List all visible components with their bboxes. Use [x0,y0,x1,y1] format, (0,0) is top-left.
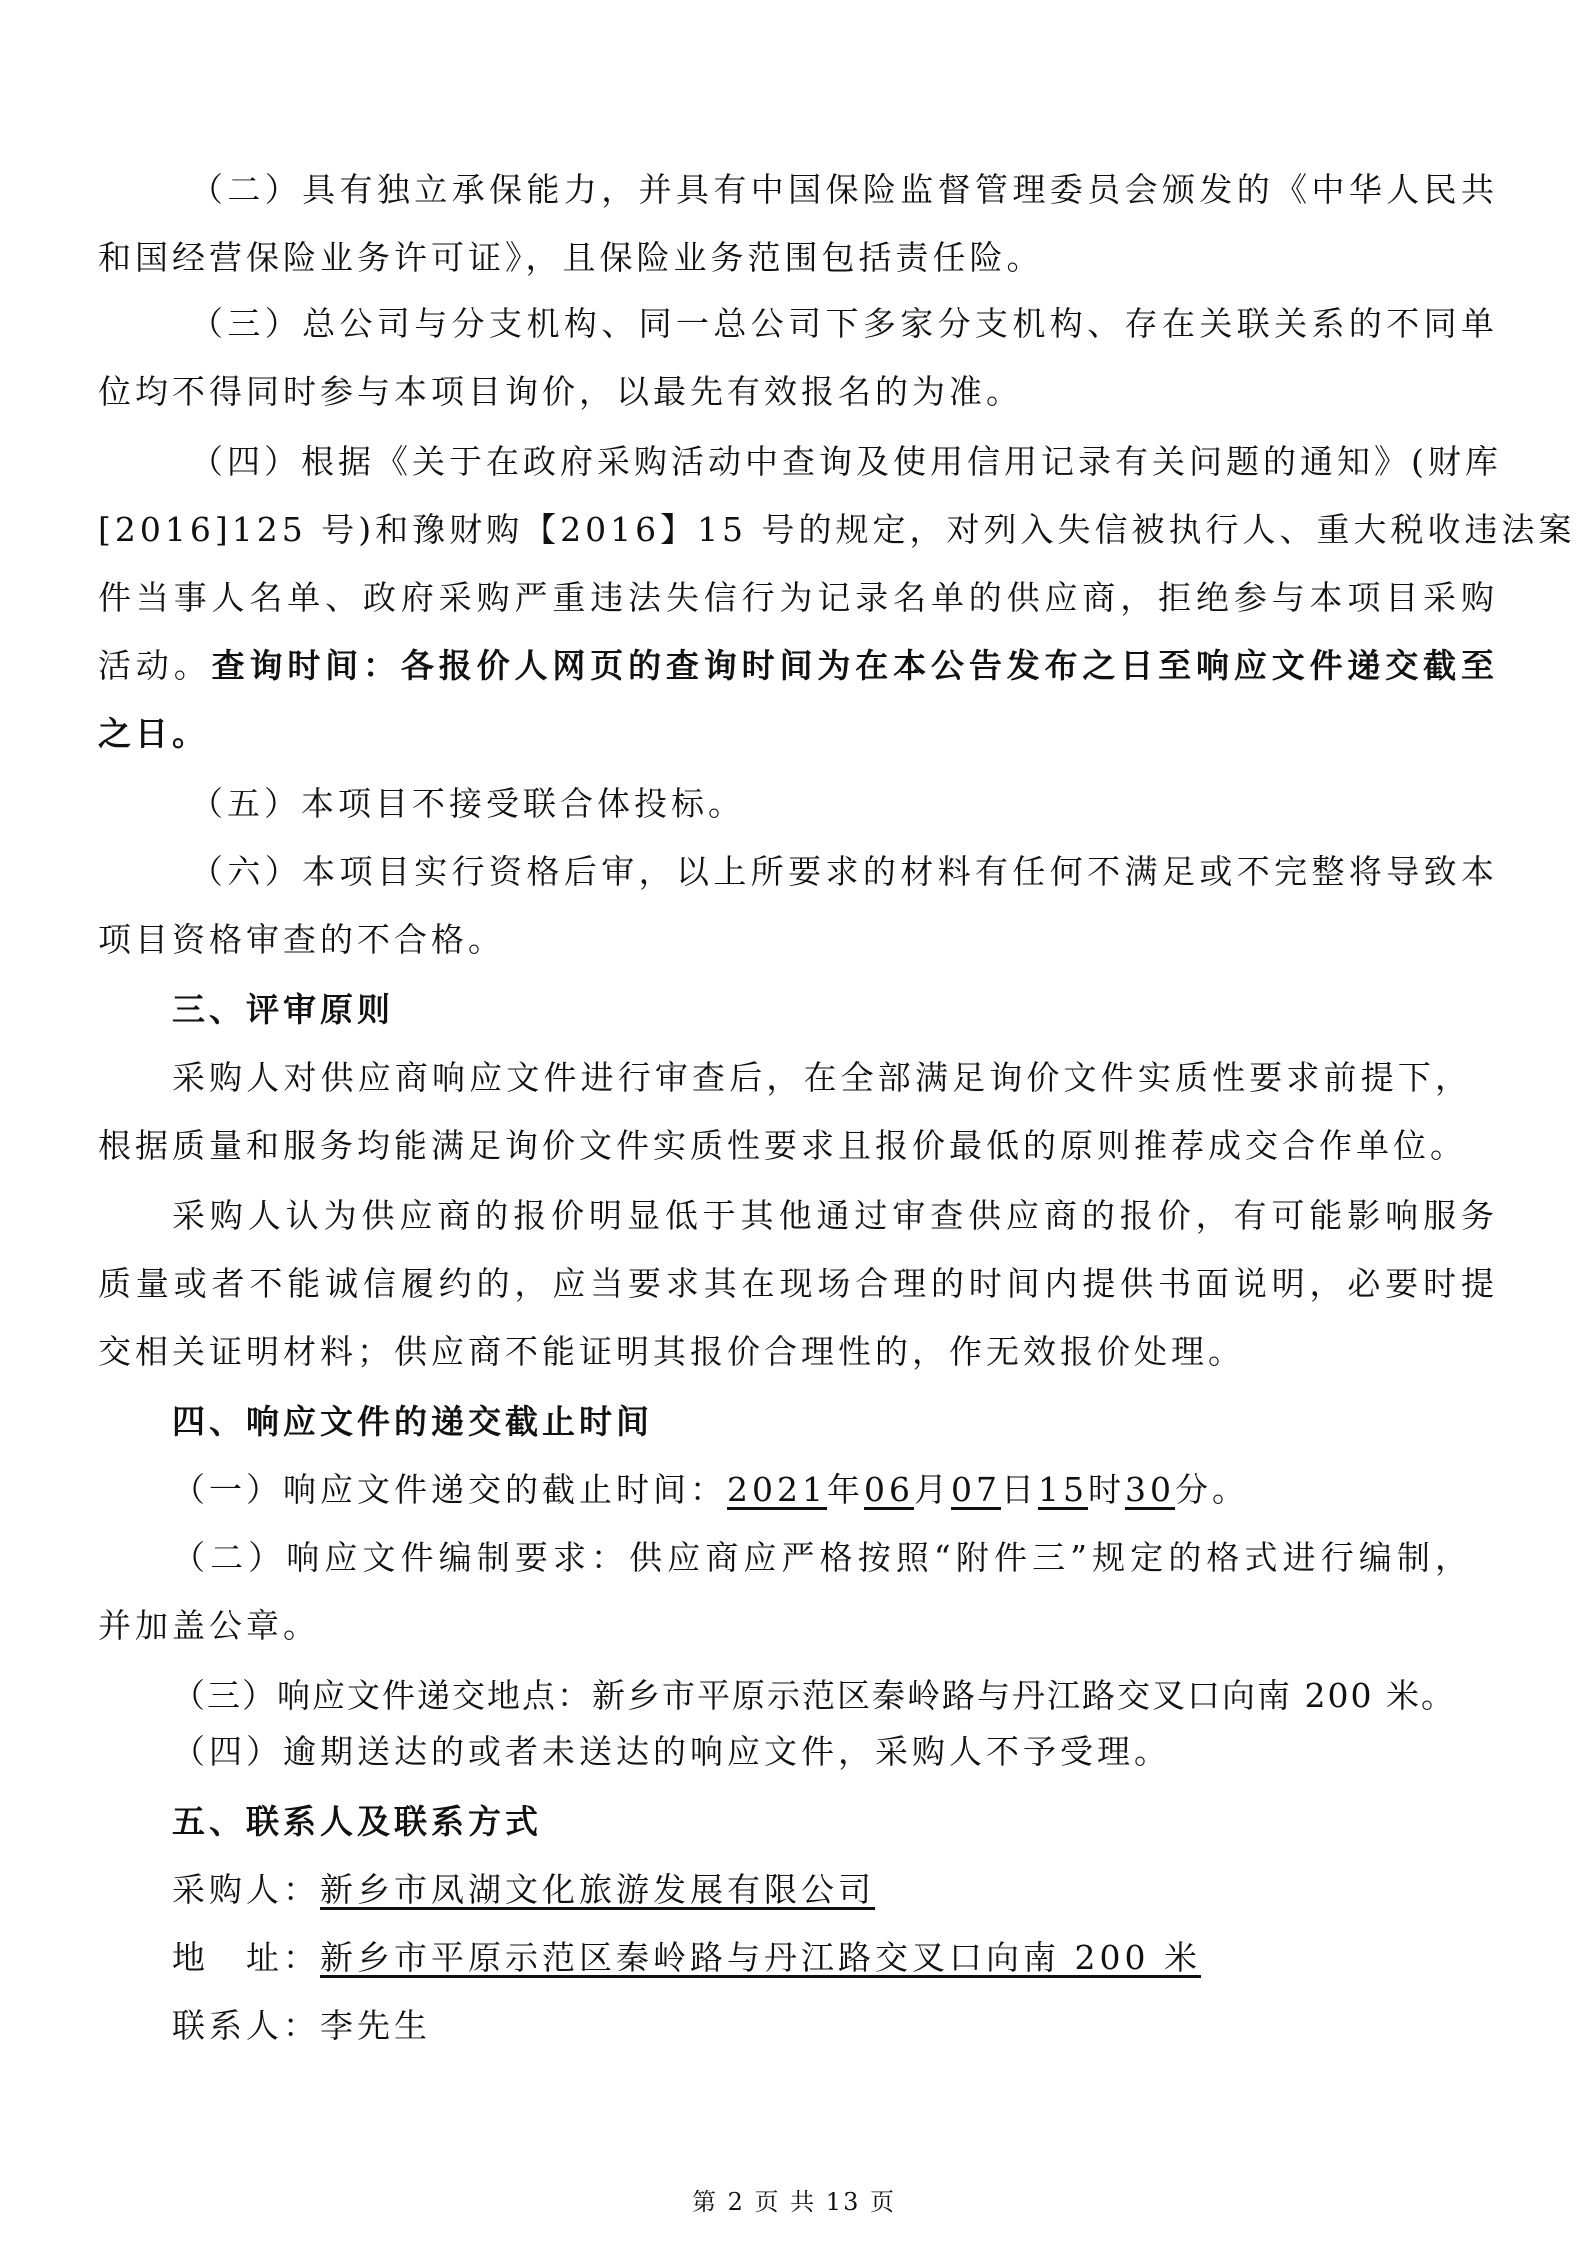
deadline-year-unit: 年 [826,1470,864,1509]
deadline-month: 06 [863,1470,914,1509]
deadline-line [172,1468,1572,1512]
para-6-line-1: （六）本项目实行资格后审，以上所要求的材料有任何不满足或不完整将导致本 [190,852,1498,891]
para-2-line-2: 和国经营保险业务许可证》，且保险业务范围包括责任险。 [98,238,1044,277]
contact-address-label: 地 址： [172,1938,320,1977]
contact-person [172,2004,1572,2048]
deadline-hour: 15 [1037,1470,1088,1509]
para-8-line-3: 交相关证明材料；供应商不能证明其报价合理性的，作无效报价处理。 [98,1332,1245,1371]
deadline-day: 07 [950,1470,1001,1509]
para-4-line-1: （四）根据《关于在政府采购活动中查询及使用信用记录有关问题的通知》(财库 [190,442,1502,481]
deadline-prefix: （一）响应文件递交的截止时间： [172,1470,727,1509]
para-9-line-1: （二）响应文件编制要求：供应商应严格按照“附件三”规定的格式进行编制， [172,1538,1472,1577]
para-7-line-2: 根据质量和服务均能满足询价文件实质性要求且报价最低的原则推荐成交合作单位。 [98,1126,1467,1165]
para-5-line-1: （五）本项目不接受联合体投标。 [190,784,745,823]
deadline-minute: 30 [1124,1470,1175,1509]
contact-buyer-label: 采购人： [172,1870,320,1909]
para-2-line-1: （二）具有独立承保能力，并具有中国保险监督管理委员会颁发的《中华人民共 [190,170,1498,209]
para-8-line-1: 采购人认为供应商的报价明显低于其他通过审查供应商的报价，有可能影响服务 [172,1196,1498,1235]
deadline-minute-unit: 分。 [1174,1470,1249,1509]
para-4-line-4-normal: 活动。 [98,646,212,685]
para-6-line-2: 项目资格审查的不合格。 [98,920,505,959]
section-5-heading: 五、联系人及联系方式 [172,1802,542,1841]
deadline-hour-unit: 时 [1087,1470,1125,1509]
section-3-heading: 三、评审原则 [172,990,394,1029]
para-3-line-2: 位均不得同时参与本项目询价，以最先有效报名的为准。 [98,372,1023,411]
para-3-line-1: （三）总公司与分支机构、同一总公司下多家分支机构、存在关联关系的不同单 [190,304,1498,343]
contact-address [172,1936,1572,1980]
section-4-heading: 四、响应文件的递交截止时间 [172,1402,653,1441]
para-4-line-2: [2016]125 号)和豫财购【2016】15 号的规定，对列入失信被执行人、重大税收违法案 [98,510,1576,549]
query-time-bold: 查询时间：各报价人网页的查询时间为在本公告发布之日至响应文件递交截至 [211,646,1499,685]
para-7-line-1: 采购人对供应商响应文件进行审查后，在全部满足询价文件实质性要求前提下， [172,1058,1472,1097]
para-10-line-1: （三）响应文件递交地点：新乡市平原示范区秦岭路与丹江路交叉口向南 200 米。 [172,1676,1456,1715]
deadline-day-unit: 日 [1000,1470,1038,1509]
page-number-footer: 第 2 页 共 13 页 [692,2188,896,2216]
para-4-line-5: 之日。 [98,714,209,753]
deadline-month-unit: 月 [913,1470,951,1509]
contact-address-value: 新乡市平原示范区秦岭路与丹江路交叉口向南 200 米 [320,1938,1201,1977]
contact-buyer-value: 新乡市凤湖文化旅游发展有限公司 [320,1870,875,1909]
para-9-line-2: 并加盖公章。 [98,1606,320,1645]
para-4-line-3: 件当事人名单、政府采购严重违法失信行为记录名单的供应商，拒绝参与本项目采购 [98,578,1498,617]
para-4-line-4 [98,644,1498,688]
contact-person-value: 李先生 [320,2006,431,2045]
contact-person-label: 联系人： [172,2006,320,2045]
para-8-line-2: 质量或者不能诚信履约的，应当要求其在现场合理的时间内提供书面说明，必要时提 [98,1264,1498,1303]
para-11-line-1: （四）逾期送达的或者未送达的响应文件，采购人不予受理。 [172,1732,1171,1771]
deadline-year: 2021 [727,1470,827,1509]
contact-buyer [172,1868,1572,1912]
